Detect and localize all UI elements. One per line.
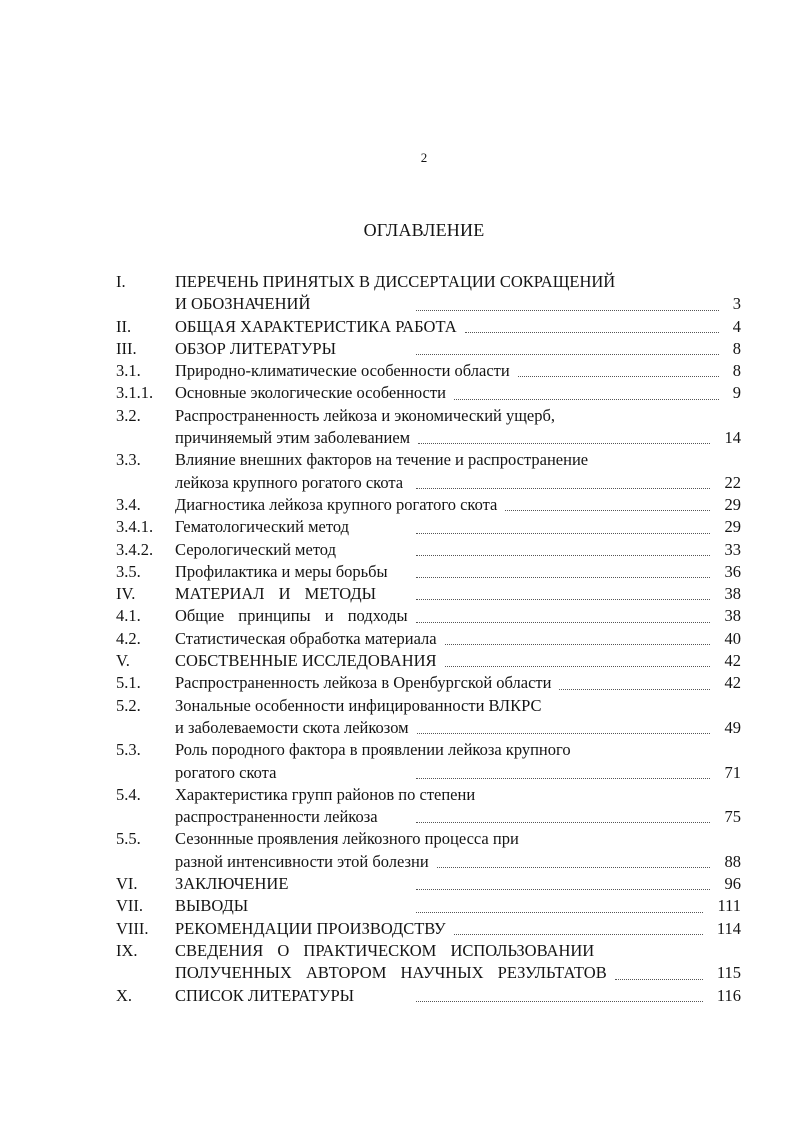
toc-row (116, 985, 741, 1007)
toc-entry-page: 75 (724, 807, 741, 827)
toc-entry-number: 3.4.2. (116, 539, 154, 559)
toc-entry (116, 628, 741, 650)
toc-entry (116, 494, 741, 516)
toc-entry-number: 5.4. (116, 784, 141, 804)
toc-row (116, 873, 741, 895)
toc-entry (116, 382, 741, 404)
toc-entry-number: 3.3. (116, 450, 141, 470)
toc-entry-page: 4 (732, 316, 741, 336)
toc-entry (116, 583, 741, 605)
toc-entry-page: 49 (724, 717, 741, 737)
toc-entry-number: 3.4.1. (116, 517, 154, 537)
dot-leader (416, 310, 719, 311)
toc-entry-page: 116 (716, 985, 741, 1005)
toc-entry-page: 9 (732, 383, 741, 403)
toc-entry-page: 36 (724, 561, 741, 581)
dot-leader (416, 822, 710, 823)
dot-leader (416, 889, 710, 890)
toc-entry (116, 873, 741, 895)
toc-entry-number: 3.1.1. (116, 383, 154, 403)
toc-entry-number: 4.1. (116, 606, 141, 626)
toc-entry (116, 338, 741, 360)
toc-entry-title: причиняемый этим заболеванием (175, 428, 411, 448)
toc-entry-title: Влияние внешних факторов на течение и распространение (175, 450, 589, 470)
toc-row (116, 539, 741, 561)
toc-entry-page: 114 (716, 918, 741, 938)
toc-entry-number: VII. (116, 896, 144, 916)
toc-entry (116, 516, 741, 538)
page-number: 2 (420, 150, 428, 165)
toc-entry-title: ЗАКЛЮЧЕНИЕ (175, 874, 289, 894)
toc-row (116, 293, 741, 315)
toc-entry-number: I. (116, 272, 126, 291)
toc-entry (116, 739, 741, 784)
toc-entry-page: 38 (724, 606, 741, 626)
toc-entry-number: 5.1. (116, 673, 141, 693)
toc-entry-number: 3.4. (116, 494, 141, 514)
toc-entry-page: 96 (724, 874, 741, 894)
toc-entry-number: IX. (116, 940, 138, 960)
toc-row (116, 449, 741, 471)
toc-entry-title: рогатого скота (175, 762, 277, 782)
toc-entry-number: III. (116, 338, 137, 358)
toc-row (116, 940, 741, 962)
toc-row (116, 784, 741, 806)
toc-row (116, 962, 741, 984)
toc-entry-page: 42 (724, 673, 741, 693)
toc-entry-title: Сезоннные проявления лейкозного процесса при (175, 829, 519, 849)
toc-entry-title: И ОБОЗНАЧЕНИЙ (175, 294, 311, 314)
toc-row (116, 762, 741, 784)
table-of-contents (116, 271, 741, 1007)
toc-entry (116, 784, 741, 829)
toc-entry-number: 5.3. (116, 740, 141, 760)
toc-row (116, 516, 741, 538)
toc-entry-title: распространенности лейкоза (175, 807, 378, 827)
toc-entry (116, 605, 741, 627)
toc-entry (116, 895, 741, 917)
toc-entry-page: 42 (724, 651, 741, 671)
toc-row (116, 405, 741, 427)
toc-entry-number: V. (116, 651, 130, 671)
toc-entry-title: лейкоза крупного рогатого скота (175, 472, 404, 492)
dot-leader (445, 666, 710, 667)
toc-entry-title: ПОЛУЧЕННЫХ АВТОРОМ НАУЧНЫХ РЕЗУЛЬТАТОВ (175, 963, 607, 983)
toc-row (116, 360, 741, 382)
toc-entry-title: Гематологический метод (175, 517, 350, 537)
toc-entry-title: Общие принципы и подходы (175, 606, 408, 626)
toc-entry (116, 405, 741, 450)
toc-row (116, 717, 741, 739)
toc-entry-page: 71 (724, 762, 741, 782)
toc-entry-number: VI. (116, 874, 138, 894)
toc-entry (116, 271, 741, 316)
toc-entry-title: Основные экологические особенности (175, 383, 446, 403)
toc-entry-number: 5.5. (116, 829, 141, 849)
toc-entry-title: Характеристика групп районов по степени (175, 784, 476, 804)
dot-leader (416, 488, 710, 489)
toc-row (116, 851, 741, 873)
toc-row (116, 338, 741, 360)
dot-leader (416, 533, 710, 534)
toc-entry-title: СПИСОК ЛИТЕРАТУРЫ (175, 985, 355, 1005)
toc-entry-number: 3.2. (116, 405, 141, 425)
toc-entry-title: ОБЗОР ЛИТЕРАТУРЫ (175, 338, 336, 358)
toc-entry-page: 29 (724, 517, 741, 537)
toc-entry-title: Распространенность лейкоза и экономический ущерб, (175, 405, 556, 425)
dot-leader (417, 733, 710, 734)
toc-row (116, 271, 741, 293)
toc-entry-number: VIII. (116, 918, 149, 938)
toc-entry-title: ВЫВОДЫ (175, 896, 249, 916)
dot-leader (418, 443, 710, 444)
dot-leader (416, 778, 710, 779)
toc-entry (116, 672, 741, 694)
toc-entry-title: МАТЕРИАЛ И МЕТОДЫ (175, 584, 377, 604)
toc-entry-page: 88 (724, 851, 741, 871)
toc-entry (116, 940, 741, 985)
toc-row (116, 806, 741, 828)
toc-entry-title: разной интенсивности этой болезни (175, 851, 429, 871)
toc-entry-page: 33 (724, 539, 741, 559)
toc-entry-title: СВЕДЕНИЯ О ПРАКТИЧЕСКОМ ИСПОЛЬЗОВАНИИ (175, 940, 595, 960)
toc-entry-page: 8 (732, 361, 741, 381)
toc-row (116, 628, 741, 650)
dot-leader (465, 332, 719, 333)
toc-entry-page: 14 (724, 428, 741, 448)
toc-entry-number: X. (116, 985, 133, 1005)
toc-entry-page: 115 (716, 963, 741, 983)
toc-entry-title: Статистическая обработка материала (175, 628, 437, 648)
toc-row (116, 828, 741, 850)
toc-entry (116, 985, 741, 1007)
dot-leader (416, 555, 710, 556)
toc-entry-page: 38 (724, 584, 741, 604)
toc-row (116, 739, 741, 761)
toc-entry (116, 449, 741, 494)
toc-row (116, 605, 741, 627)
toc-entry-title: Зональные особенности инфицированности ВЛКРС (175, 695, 542, 715)
toc-entry-page: 22 (724, 472, 741, 492)
toc-entry (116, 918, 741, 940)
toc-entry-page: 8 (732, 338, 741, 358)
dot-leader (416, 599, 710, 600)
dot-leader (505, 510, 710, 511)
toc-entry-title: и заболеваемости скота лейкозом (175, 717, 409, 737)
toc-row (116, 316, 741, 338)
toc-row (116, 672, 741, 694)
toc-entry (116, 539, 741, 561)
toc-entry-number: IV. (116, 584, 136, 604)
toc-entry-title: Профилактика и меры борьбы (175, 561, 388, 581)
toc-row (116, 650, 741, 672)
toc-row (116, 561, 741, 583)
toc-row (116, 895, 741, 917)
toc-row (116, 918, 741, 940)
toc-entry (116, 316, 741, 338)
toc-entry-page: 111 (717, 896, 741, 916)
toc-entry (116, 561, 741, 583)
dot-leader (559, 689, 710, 690)
toc-entry-number: 3.5. (116, 561, 141, 581)
toc-row (116, 382, 741, 404)
toc-entry-number: II. (116, 316, 132, 336)
dot-leader (454, 399, 719, 400)
toc-title: ОГЛАВЛЕНИЕ (363, 220, 485, 240)
toc-entry-title: СОБСТВЕННЫЕ ИССЛЕДОВАНИЯ (175, 651, 437, 671)
toc-entry-title: Диагностика лейкоза крупного рогатого скота (175, 494, 498, 514)
toc-entry-number: 3.1. (116, 361, 141, 381)
dot-leader (445, 644, 710, 645)
dot-leader (437, 867, 710, 868)
toc-entry-number: 4.2. (116, 628, 141, 648)
dot-leader (416, 912, 703, 913)
dot-leader (416, 622, 710, 623)
dot-leader (416, 1001, 703, 1002)
toc-row (116, 472, 741, 494)
toc-entry-title: Роль породного фактора в проявлении лейкоза крупного (175, 740, 571, 760)
toc-entry-number: 5.2. (116, 695, 141, 715)
toc-entry-title: РЕКОМЕНДАЦИИ ПРОИЗВОДСТВУ (175, 918, 446, 938)
toc-entry (116, 360, 741, 382)
toc-entry-title: ОБЩАЯ ХАРАКТЕРИСТИКА РАБОТА (175, 316, 457, 336)
toc-entry (116, 828, 741, 873)
toc-entry (116, 695, 741, 740)
toc-row (116, 427, 741, 449)
toc-entry-page: 29 (724, 494, 741, 514)
dot-leader (518, 376, 719, 377)
toc-row (116, 494, 741, 516)
toc-entry-title: Серологический метод (175, 539, 336, 559)
toc-entry-title: Природно-климатические особенности области (175, 361, 510, 381)
toc-entry-title: Распространенность лейкоза в Оренбургской области (175, 673, 552, 693)
toc-entry-page: 3 (732, 294, 741, 314)
toc-entry-page: 40 (724, 628, 741, 648)
toc-row (116, 695, 741, 717)
dot-leader (615, 979, 703, 980)
dot-leader (416, 577, 710, 578)
toc-entry (116, 650, 741, 672)
dot-leader (416, 354, 719, 355)
toc-entry-title: ПЕРЕЧЕНЬ ПРИНЯТЫХ В ДИССЕРТАЦИИ СОКРАЩЕНИЙ (175, 272, 616, 291)
toc-row (116, 583, 741, 605)
dot-leader (454, 934, 703, 935)
